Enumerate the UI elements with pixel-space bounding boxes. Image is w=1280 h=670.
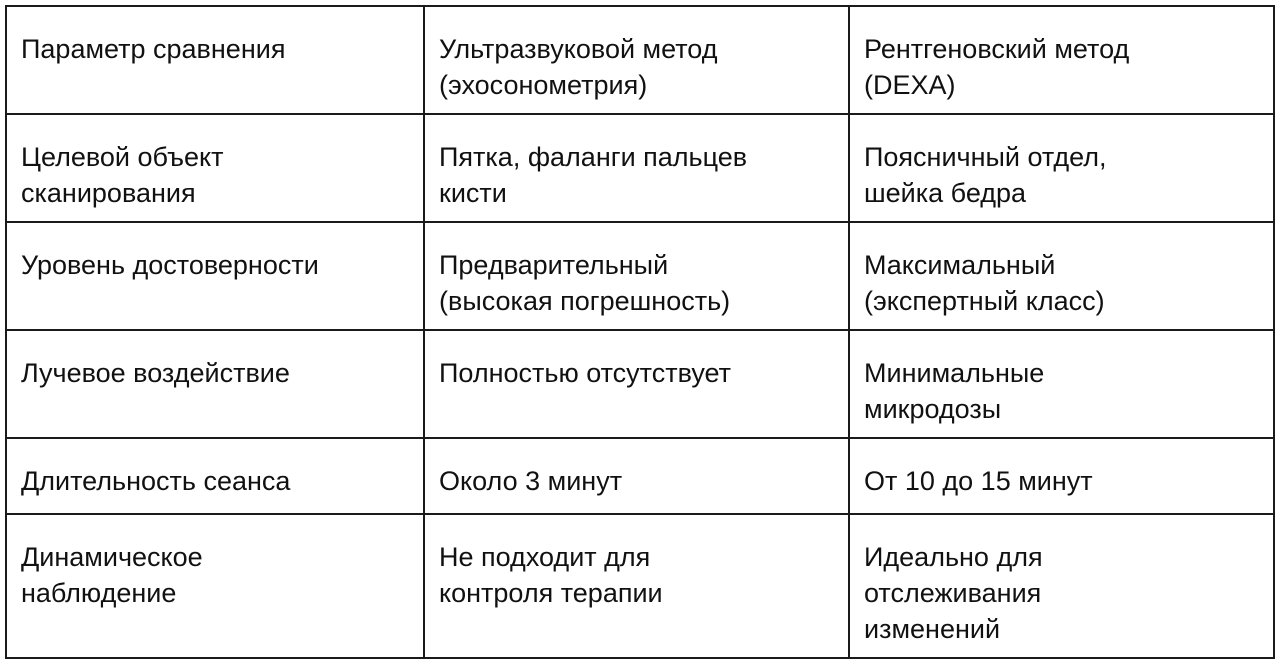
table-cell: Полностью отсутствует (424, 330, 849, 438)
table-cell: Целевой объект сканирования (6, 114, 424, 222)
table-cell: Минимальные микродозы (849, 330, 1274, 438)
table-row (6, 114, 1274, 222)
table-cell: Пятка, фаланги пальцев кисти (424, 114, 849, 222)
table-cell: Предварительный (высокая погрешность) (424, 222, 849, 330)
table-cell: Максимальный (экспертный класс) (849, 222, 1274, 330)
table-cell: Динамическое наблюдение (6, 514, 424, 658)
table-cell: Длительность сеанса (6, 438, 424, 514)
table-cell: Идеально для отслеживания изменений (849, 514, 1274, 658)
table-cell: От 10 до 15 минут (849, 438, 1274, 514)
table-cell: Около 3 минут (424, 438, 849, 514)
table-cell: Параметр сравнения (6, 6, 424, 114)
table-cell: Ультразвуковой метод (эхосонометрия) (424, 6, 849, 114)
table-header-row (6, 6, 1274, 114)
table-cell: Рентгеновский метод (DEXA) (849, 6, 1274, 114)
table-cell: Не подходит для контроля терапии (424, 514, 849, 658)
table-cell: Лучевое воздействие (6, 330, 424, 438)
table-cell: Поясничный отдел, шейка бедра (849, 114, 1274, 222)
table-row (6, 330, 1274, 438)
table-row (6, 438, 1274, 514)
table-cell: Уровень достоверности (6, 222, 424, 330)
table-row (6, 222, 1274, 330)
table-row (6, 514, 1274, 658)
comparison-table (5, 5, 1275, 659)
